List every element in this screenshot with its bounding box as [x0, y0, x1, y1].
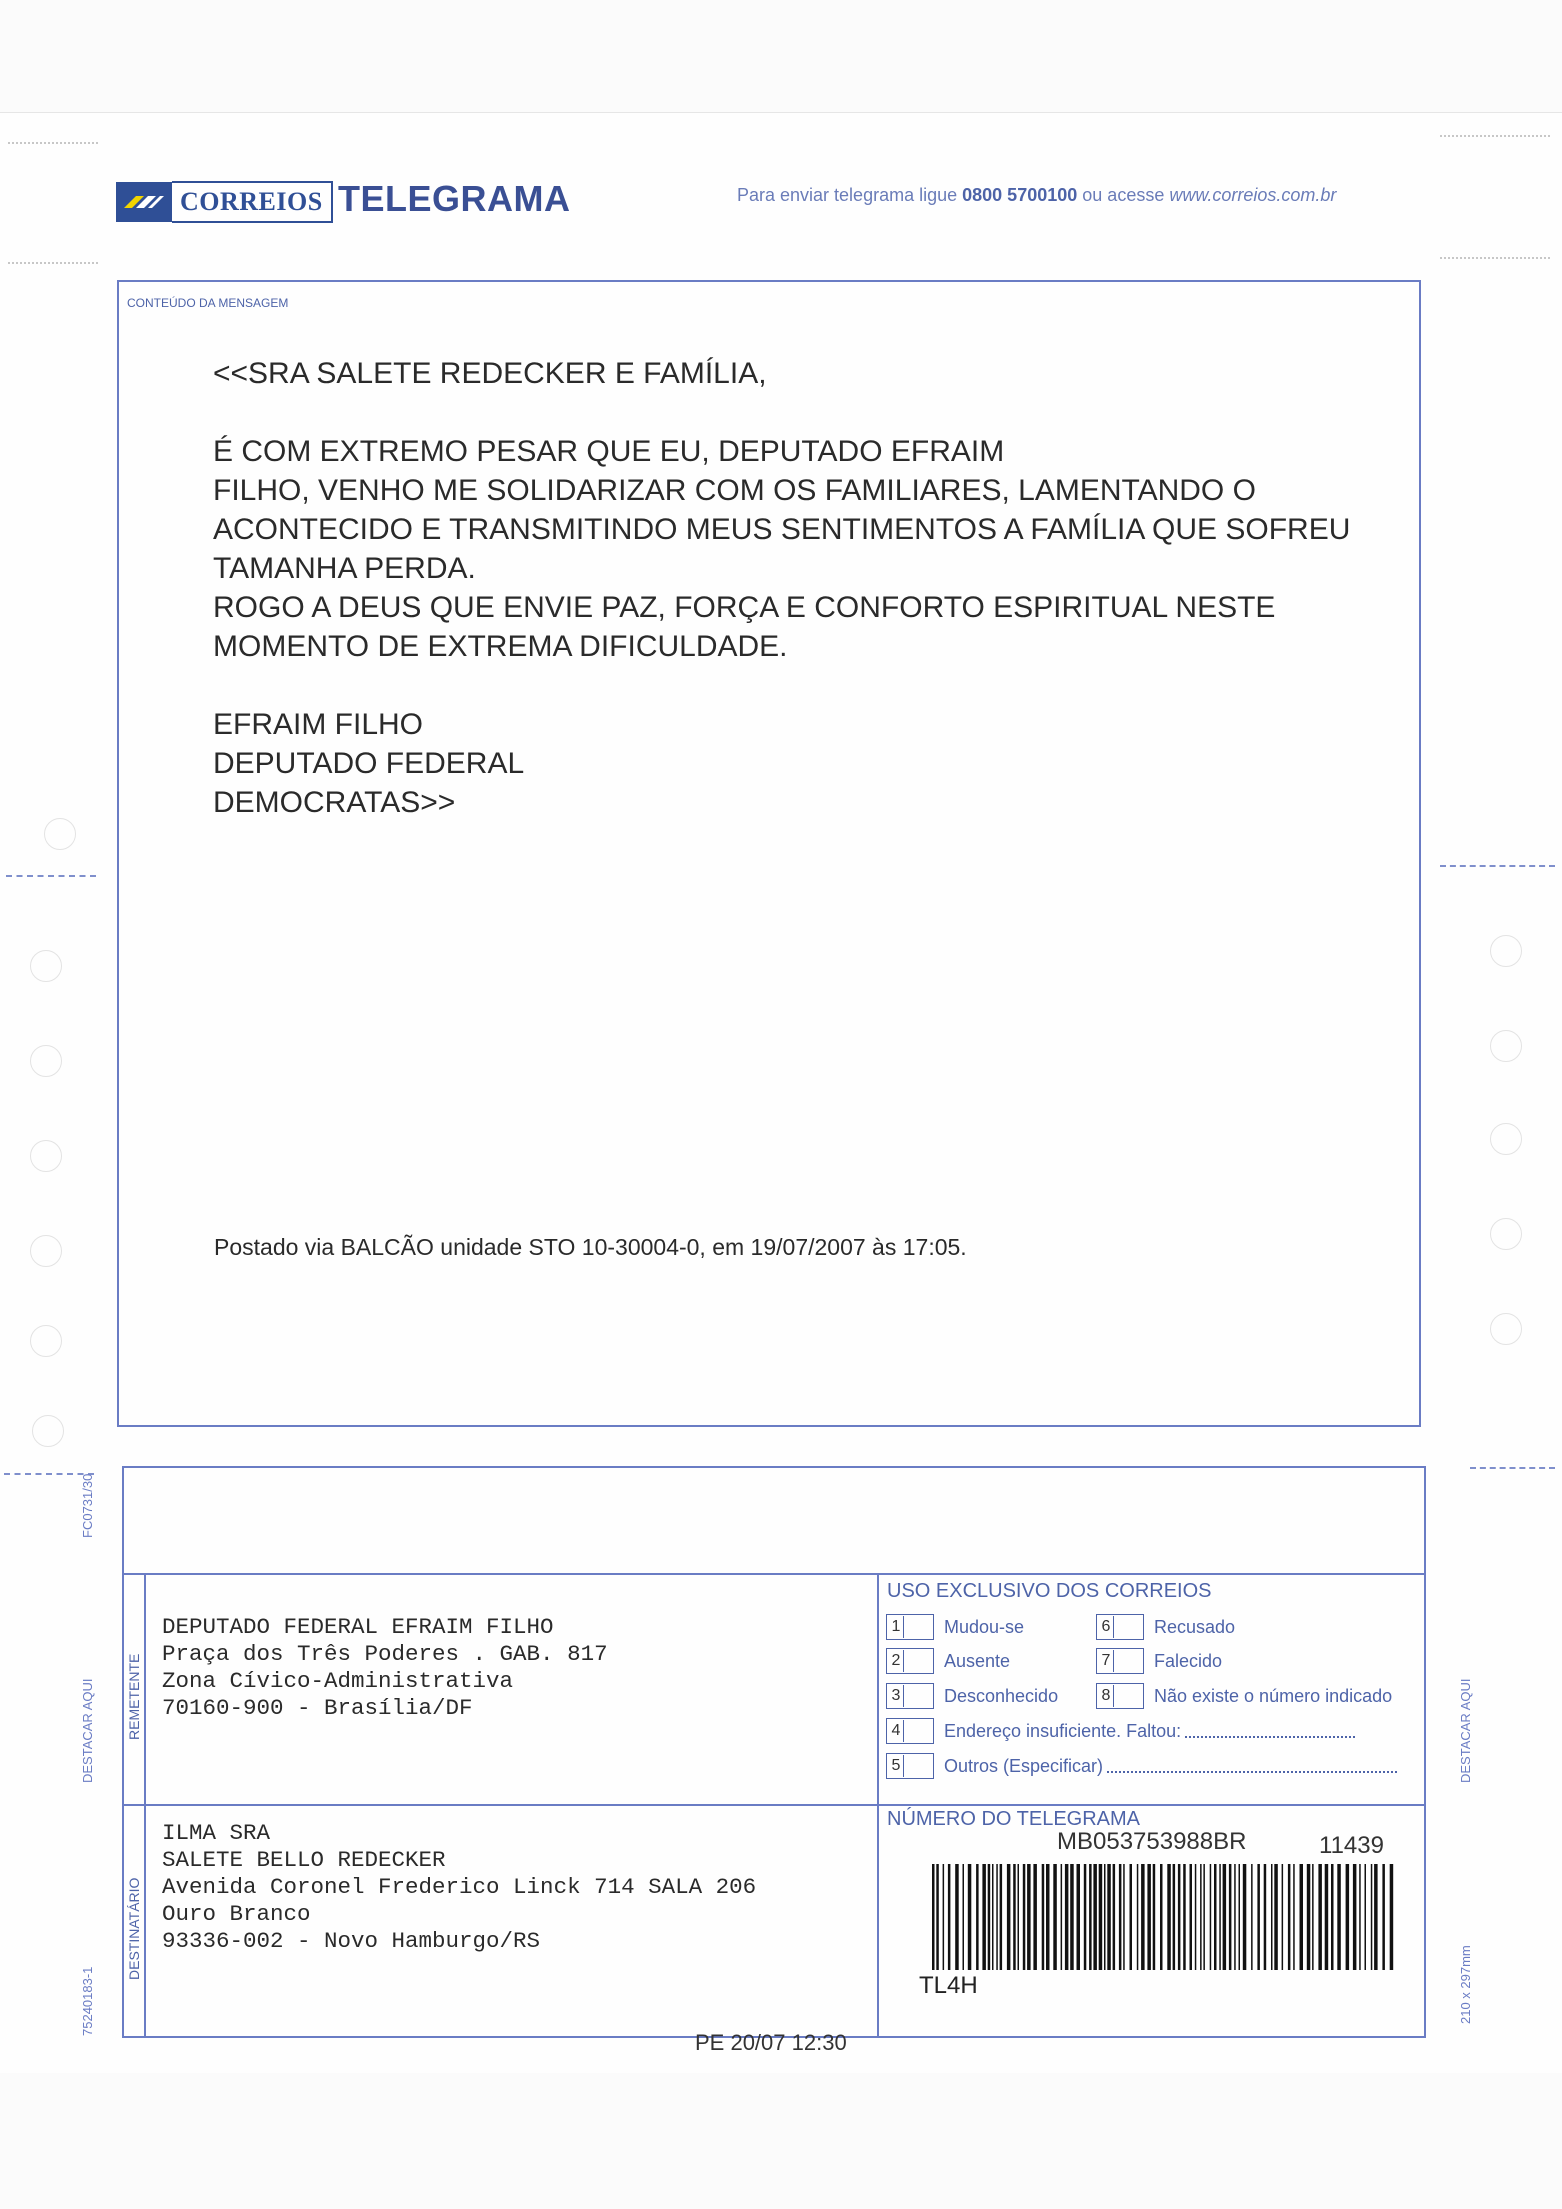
perforation-top-right [1440, 135, 1550, 137]
checkbox: 8 [1096, 1683, 1144, 1709]
sender-line: 70160-900 - Brasília/DF [162, 1695, 473, 1721]
barcode-bar [1061, 1864, 1063, 1970]
sender-line: Zona Cívico-Administrativa [162, 1668, 514, 1694]
code-option [886, 1614, 1024, 1640]
sender-label: REMETENTE [126, 1653, 142, 1740]
barcode-bar [936, 1864, 939, 1970]
barcode-bar [1173, 1864, 1176, 1970]
contact-url: www.correios.com.br [1169, 185, 1337, 205]
code-label: Mudou-se [944, 1616, 1025, 1637]
message-line: MOMENTO DE EXTREMA DIFICULDADE. [213, 630, 788, 663]
message-line: DEMOCRATAS>> [213, 786, 456, 819]
message-line [213, 666, 1413, 705]
checkbox: 7 [1096, 1648, 1144, 1674]
barcode-bar [1104, 1864, 1106, 1970]
feed-hole [30, 1325, 62, 1357]
barcode-bar [1257, 1864, 1260, 1970]
message-line: DEPUTADO FEDERAL [213, 747, 525, 780]
message-body [213, 354, 1413, 822]
message-line: TAMANHA PERDA. [213, 552, 476, 585]
barcode-bar [968, 1864, 972, 1970]
detach-line [6, 875, 96, 877]
barcode-bar [982, 1864, 986, 1970]
service-code: TL4H [919, 1972, 978, 1999]
barcode-bar [1147, 1864, 1151, 1970]
barcode-bar [1089, 1864, 1092, 1970]
barcode-bar [1318, 1864, 1322, 1970]
recipient-label: DESTINATÁRIO [126, 1877, 142, 1980]
barcode-bar [1023, 1864, 1026, 1970]
barcode-bar [1337, 1864, 1341, 1970]
barcode-bar [1007, 1864, 1011, 1970]
checkbox: 2 [886, 1648, 934, 1674]
form-divider [124, 1573, 1424, 1575]
recipient-address [162, 1820, 756, 1955]
feed-hole [30, 1235, 62, 1267]
barcode-bar [1282, 1864, 1284, 1970]
feed-hole [1490, 1030, 1522, 1062]
message-line: ROGO A DEUS QUE ENVIE PAZ, FORÇA E CONFORTO ESPIRITUAL NESTE [213, 591, 1276, 624]
uso-exclusivo-title: USO EXCLUSIVO DOS CORREIOS [887, 1580, 1212, 1602]
fill-dots [1185, 1724, 1355, 1738]
barcode-bar [1223, 1864, 1227, 1970]
barcode-bar [1374, 1864, 1378, 1970]
barcode-bar [1119, 1864, 1122, 1970]
code-option [1096, 1648, 1222, 1674]
barcode-bar [1359, 1864, 1361, 1970]
barcode-bar [996, 1864, 998, 1970]
code-option [886, 1718, 1355, 1744]
message-section-label: CONTEÚDO DA MENSAGEM [127, 296, 289, 310]
contact-mid: ou acesse [1082, 185, 1165, 205]
barcode-bar [943, 1864, 945, 1970]
barcode-bar [1053, 1864, 1057, 1970]
code-label: Endereço insuficiente. Faltou: [944, 1720, 1182, 1741]
feed-hole [32, 1415, 64, 1447]
correios-logo [116, 180, 333, 224]
recipient-line: Ouro Branco [162, 1901, 311, 1927]
barcode-bar [1153, 1864, 1156, 1970]
barcode-bar [1027, 1864, 1031, 1970]
barcode-bar [1200, 1864, 1202, 1970]
barcode-bar [1371, 1864, 1373, 1970]
contact-phone: 0800 5700100 [962, 185, 1078, 205]
checkbox: 4 [886, 1718, 934, 1744]
checkbox: 1 [886, 1614, 934, 1640]
barcode-bar [1084, 1864, 1087, 1970]
barcode-bar [963, 1864, 965, 1970]
barcode-bar [1271, 1864, 1273, 1970]
print-code-mark: 75240183-1 [80, 1966, 95, 2036]
code-option [1096, 1614, 1235, 1640]
correios-logo-icon [116, 182, 172, 222]
feed-hole [30, 1140, 62, 1172]
barcode-bar [1251, 1864, 1253, 1970]
barcode-bar [1229, 1864, 1232, 1970]
barcode-bar [1214, 1864, 1217, 1970]
logo-word: CORREIOS [172, 181, 333, 223]
message-line: EFRAIM FILHO [213, 708, 424, 741]
barcode-bar [1293, 1864, 1295, 1970]
barcode-bar [1099, 1864, 1103, 1970]
detach-line [1470, 1467, 1555, 1469]
barcode-bar [1219, 1864, 1221, 1970]
barcode-bar [988, 1864, 991, 1970]
barcode-bar [1239, 1864, 1241, 1970]
barcode-bar [1070, 1864, 1074, 1970]
barcode-bar [1018, 1864, 1020, 1970]
checkbox: 6 [1096, 1614, 1144, 1640]
message-line [213, 393, 1413, 432]
fill-dots [1107, 1759, 1397, 1773]
barcode-bar [976, 1864, 979, 1970]
barcode-bar [1065, 1864, 1069, 1970]
message-line: <<SRA SALETE REDECKER E FAMÍLIA, [213, 357, 767, 390]
barcode-bar [1307, 1864, 1311, 1970]
feed-hole [1490, 1313, 1522, 1345]
feed-hole [30, 1045, 62, 1077]
barcode-bar [1234, 1864, 1236, 1970]
code-option [886, 1753, 1397, 1779]
barcode-bar [1203, 1864, 1205, 1970]
barcode-bar [955, 1864, 959, 1970]
barcode-bar [1382, 1864, 1385, 1970]
recipient-line: 93336-002 - Novo Hamburgo/RS [162, 1928, 541, 1954]
barcode-bar [1042, 1864, 1045, 1970]
barcode-bar [1300, 1864, 1304, 1970]
feed-hole [1490, 935, 1522, 967]
feed-hole [1490, 1218, 1522, 1250]
barcode-bar [948, 1864, 951, 1970]
sender-address [162, 1614, 608, 1722]
checkbox: 3 [886, 1683, 934, 1709]
sender-line: DEPUTADO FEDERAL EFRAIM FILHO [162, 1614, 554, 1640]
code-option [886, 1683, 1058, 1709]
message-line: É COM EXTREMO PESAR QUE EU, DEPUTADO EFRAIM [213, 435, 1005, 468]
form-divider [877, 1573, 879, 2036]
detach-line [1440, 865, 1555, 867]
telegram-number-title: NÚMERO DO TELEGRAMA [887, 1808, 1140, 1830]
perforation-top-left [8, 142, 98, 144]
barcode-bar [1346, 1864, 1350, 1970]
barcode-bar [1190, 1864, 1193, 1970]
feed-hole [1490, 1123, 1522, 1155]
paper-size-mark: 210 x 297mm [1458, 1945, 1473, 2024]
code-label: Ausente [944, 1650, 1011, 1671]
code-label: Falecido [1154, 1650, 1223, 1671]
message-line: FILHO, VENHO ME SOLIDARIZAR COM OS FAMILIARES, LAMENTANDO O [213, 474, 1256, 507]
document-title: TELEGRAMA [338, 178, 571, 219]
feed-hole [44, 818, 76, 850]
barcode-bar [1033, 1864, 1037, 1970]
barcode-bar [1210, 1864, 1212, 1970]
code-label: Não existe o número indicado [1154, 1685, 1393, 1706]
code-label: Outros (Especificar) [944, 1755, 1104, 1776]
barcode-bar [1274, 1864, 1278, 1970]
barcode-bar [1123, 1864, 1125, 1970]
barcode-bar [1331, 1864, 1334, 1970]
barcode-bar [1137, 1864, 1139, 1970]
barcode-bar [1113, 1864, 1116, 1970]
delivery-stamp: PE 20/07 12:30 [695, 2030, 847, 2055]
barcode-bar [1178, 1864, 1181, 1970]
form-divider [144, 1573, 146, 2036]
barcode-bar [1243, 1864, 1247, 1970]
form-code-mark: FC0731/30 [80, 1473, 95, 1538]
code-label: Recusado [1154, 1616, 1236, 1637]
telegram-code: 11439 [1319, 1832, 1384, 1859]
barcode-bar [1353, 1864, 1357, 1970]
barcode-bar [992, 1864, 994, 1970]
contact-line [737, 185, 1336, 206]
barcode-bar [1325, 1864, 1329, 1970]
barcode-bar [1013, 1864, 1016, 1970]
code-label: Desconhecido [944, 1685, 1059, 1706]
message-line: ACONTECIDO E TRANSMITINDO MEUS SENTIMENTOS A FAMÍLIA QUE SOFREU [213, 513, 1351, 546]
code-option [886, 1648, 1010, 1674]
barcode-bar [1077, 1864, 1081, 1970]
form-divider [124, 1804, 1424, 1806]
checkbox: 5 [886, 1753, 934, 1779]
barcode-bar [1130, 1864, 1133, 1970]
barcode-bar [1107, 1864, 1111, 1970]
address-form [122, 1466, 1426, 2038]
barcode [932, 1864, 1402, 1970]
barcode-bar [1312, 1864, 1314, 1970]
telegram-number: MB053753988BR [1057, 1828, 1247, 1855]
barcode-bar [1046, 1864, 1050, 1970]
barcode-bar [932, 1864, 935, 1970]
barcode-bar [1000, 1864, 1003, 1970]
detach-here-right: DESTACAR AQUI [1458, 1678, 1473, 1783]
sender-line: Praça dos Três Poderes . GAB. 817 [162, 1641, 608, 1667]
barcode-bar [1365, 1864, 1367, 1970]
barcode-bar [1183, 1864, 1186, 1970]
barcode-bar [1160, 1864, 1163, 1970]
posted-info: Postado via BALCÃO unidade STO 10-30004-0, em 19/07/2007 às 17:05. [214, 1234, 967, 1260]
barcode-bar [1390, 1864, 1394, 1970]
barcode-bar [1167, 1864, 1171, 1970]
perforation-mid-left [8, 262, 98, 264]
contact-prefix: Para enviar telegrama ligue [737, 185, 958, 205]
feed-hole [30, 950, 62, 982]
barcode-bar [1288, 1864, 1291, 1970]
barcode-bar [1264, 1864, 1267, 1970]
code-option [1096, 1683, 1392, 1709]
detach-here-left: DESTACAR AQUI [80, 1678, 95, 1783]
message-box [117, 280, 1421, 1427]
barcode-bar [1141, 1864, 1145, 1970]
recipient-line: SALETE BELLO REDECKER [162, 1847, 446, 1873]
recipient-line: Avenida Coronel Frederico Linck 714 SALA 206 [162, 1874, 757, 1900]
recipient-line: ILMA SRA [162, 1820, 271, 1846]
barcode-bar [1093, 1864, 1097, 1970]
perforation-mid-right [1440, 257, 1550, 259]
barcode-bar [1195, 1864, 1197, 1970]
